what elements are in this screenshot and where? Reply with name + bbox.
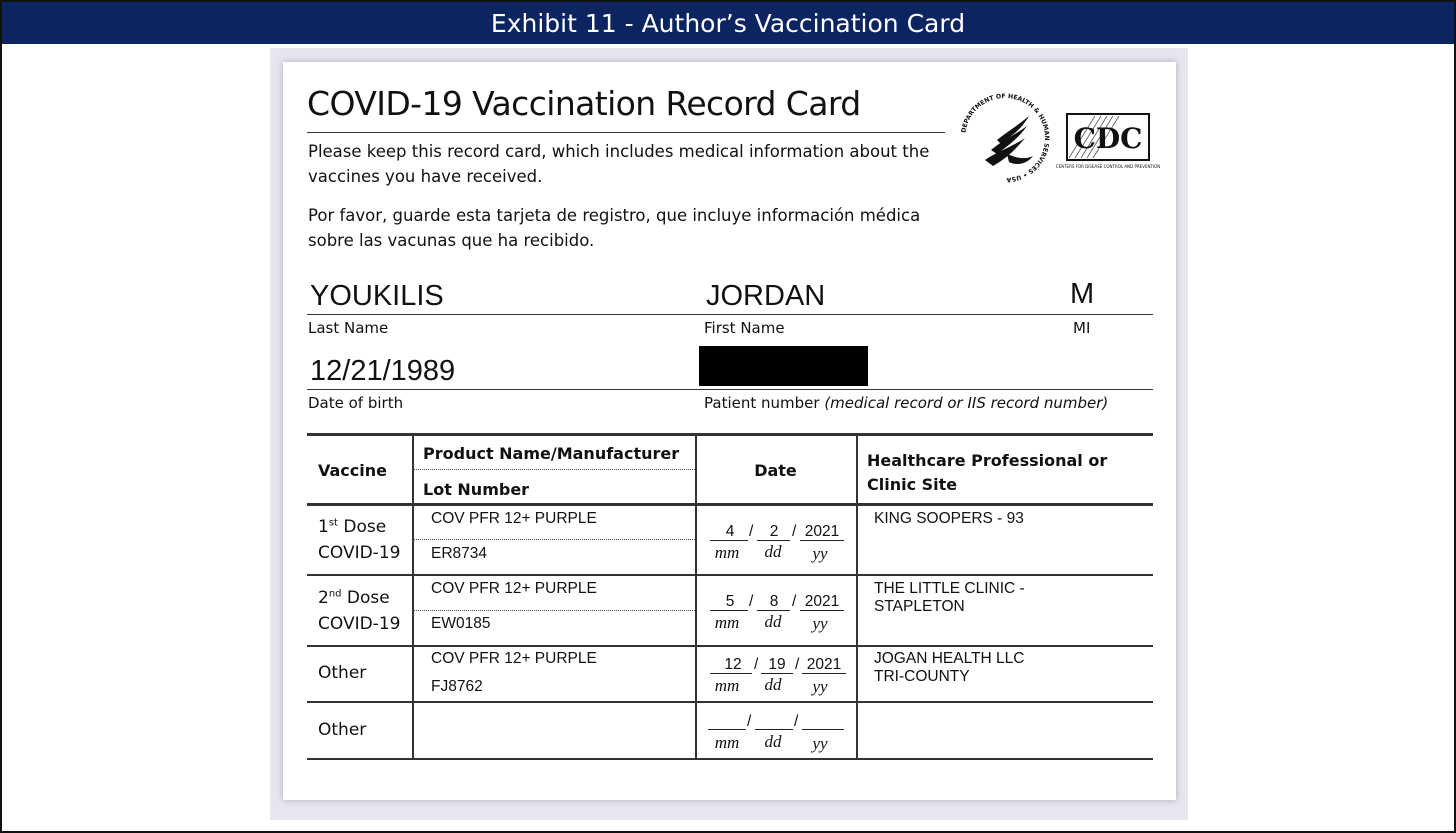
row2-mm-line	[710, 610, 748, 611]
hhs-seal-text: DEPARTMENT OF HEALTH & HUMAN SERVICES • USA	[960, 92, 1051, 184]
row2-mm: 5	[725, 593, 735, 610]
table-top-border	[307, 433, 1153, 436]
row1-lot: ER8734	[431, 545, 488, 562]
row2-dd-label: dd	[764, 612, 782, 631]
row1-dotted-divider	[414, 539, 695, 540]
row4-slash-2: /	[794, 713, 799, 730]
header-date: Date	[754, 461, 797, 480]
row1-slash-2: /	[792, 523, 797, 540]
row-divider-3	[307, 701, 1153, 703]
row2-site-line2: STAPLETON	[874, 598, 965, 615]
row4-yy-label: yy	[812, 734, 828, 753]
row3-yy-label: yy	[812, 677, 828, 696]
patient-number-label: Patient number (medical record or IIS record number)	[704, 394, 1109, 412]
row1-dd: 2	[769, 523, 779, 540]
row2-dotted-divider	[414, 610, 695, 611]
header-lot: Lot Number	[423, 480, 530, 499]
row2-dd: 8	[769, 593, 779, 610]
intro-spanish: Por favor, guarde esta tarjeta de registro, que incluye información médica sobre las vacunas que ha recibido.	[308, 206, 921, 250]
row2-vaccine: COVID-19	[318, 614, 401, 634]
row2-yy-label: yy	[812, 614, 828, 633]
card-title: COVID-19 Vaccination Record Card	[307, 84, 861, 123]
patient-number-note: (medical record or IIS record number)	[824, 394, 1109, 412]
row4-dd-line	[755, 729, 793, 730]
dob-value: 12/21/1989	[310, 355, 456, 387]
row3-dd-line	[761, 673, 793, 674]
row2-yy-line	[800, 610, 844, 611]
vaccination-card	[283, 62, 1176, 800]
row2-slash-1: /	[749, 593, 754, 610]
last-name-label: Last Name	[308, 319, 389, 337]
row1-vaccine: COVID-19	[318, 543, 401, 563]
cdc-subtext: CENTERS FOR DISEASE CONTROL AND PREVENTION	[1055, 164, 1161, 169]
intro-english: Please keep this record card, which includes medical information about the vaccines you have received.	[308, 142, 930, 186]
row2-yy: 2021	[804, 593, 840, 610]
row2-product: COV PFR 12+ PURPLE	[431, 580, 597, 597]
row4-yy-line	[802, 729, 844, 730]
row3-mm: 12	[724, 656, 742, 673]
row3-mm-line	[710, 673, 752, 674]
name-line	[307, 314, 1153, 315]
row3-product: COV PFR 12+ PURPLE	[431, 650, 597, 667]
row4-slash-1: /	[747, 713, 752, 730]
row2-dose-label: 2nd Dose	[318, 588, 390, 608]
col-divider-2	[695, 434, 697, 759]
row3-vaccine: Other	[318, 663, 367, 683]
row3-slash-1: /	[754, 656, 759, 673]
row3-yy: 2021	[806, 656, 842, 673]
row1-dose-label: 1st Dose	[318, 517, 387, 537]
row3-dd-label: dd	[764, 675, 782, 694]
row1-mm-label: mm	[714, 543, 740, 562]
header-vaccine: Vaccine	[318, 461, 387, 480]
header-product: Product Name/Manufacturer	[423, 444, 680, 463]
row1-mm-line	[710, 540, 748, 541]
row3-site-line2: TRI-COUNTY	[874, 668, 970, 685]
row2-site-line1: THE LITTLE CLINIC -	[874, 580, 1025, 597]
col-divider-3	[856, 434, 858, 759]
first-name-value: JORDAN	[706, 280, 826, 312]
dob-line	[307, 389, 1153, 390]
row1-dd-label: dd	[764, 542, 782, 561]
row3-yy-line	[802, 673, 846, 674]
table-bottom-border	[307, 758, 1153, 760]
last-name-value: YOUKILIS	[310, 280, 444, 312]
row4-mm-label: mm	[714, 733, 740, 752]
row3-dd: 19	[768, 656, 786, 673]
first-name-label: First Name	[704, 319, 785, 337]
redacted-patient-number	[699, 346, 868, 386]
exhibit-title: Exhibit 11 - Author’s Vaccination Card	[490, 9, 966, 38]
exhibit-banner	[2, 2, 1454, 44]
row-divider-2	[307, 645, 1153, 647]
title-underline	[307, 132, 945, 133]
row1-yy: 2021	[804, 523, 840, 540]
row2-slash-2: /	[792, 593, 797, 610]
dob-label: Date of birth	[308, 394, 404, 412]
cdc-logo	[1055, 112, 1161, 174]
row4-vaccine: Other	[318, 720, 367, 740]
row1-yy-line	[800, 540, 844, 541]
row1-slash-1: /	[749, 523, 754, 540]
row1-dd-line	[757, 540, 790, 541]
row3-site-line1: JOGAN HEALTH LLC	[874, 650, 1025, 667]
header-site: Healthcare Professional or Clinic Site	[867, 451, 1108, 494]
row1-site: KING SOOPERS - 93	[874, 510, 1024, 527]
table-header-border	[307, 503, 1153, 506]
row1-product: COV PFR 12+ PURPLE	[431, 510, 597, 527]
row4-dd-label: dd	[764, 732, 782, 751]
mi-label: MI	[1073, 319, 1091, 337]
header-dotted-divider	[414, 469, 695, 470]
row2-lot: EW0185	[431, 615, 491, 632]
row2-mm-label: mm	[714, 613, 740, 632]
mi-value: M	[1070, 278, 1095, 310]
col-divider-1	[412, 434, 414, 759]
row3-mm-label: mm	[714, 676, 740, 695]
row1-yy-label: yy	[812, 544, 828, 563]
row4-mm-line	[708, 729, 746, 730]
cdc-wordmark: CDC	[1073, 122, 1143, 155]
row-divider-1	[307, 574, 1153, 576]
row2-dd-line	[757, 610, 790, 611]
row3-lot: FJ8762	[431, 678, 483, 695]
hhs-seal-logo	[955, 88, 1055, 188]
row3-slash-2: /	[795, 656, 800, 673]
row1-mm: 4	[725, 523, 735, 540]
